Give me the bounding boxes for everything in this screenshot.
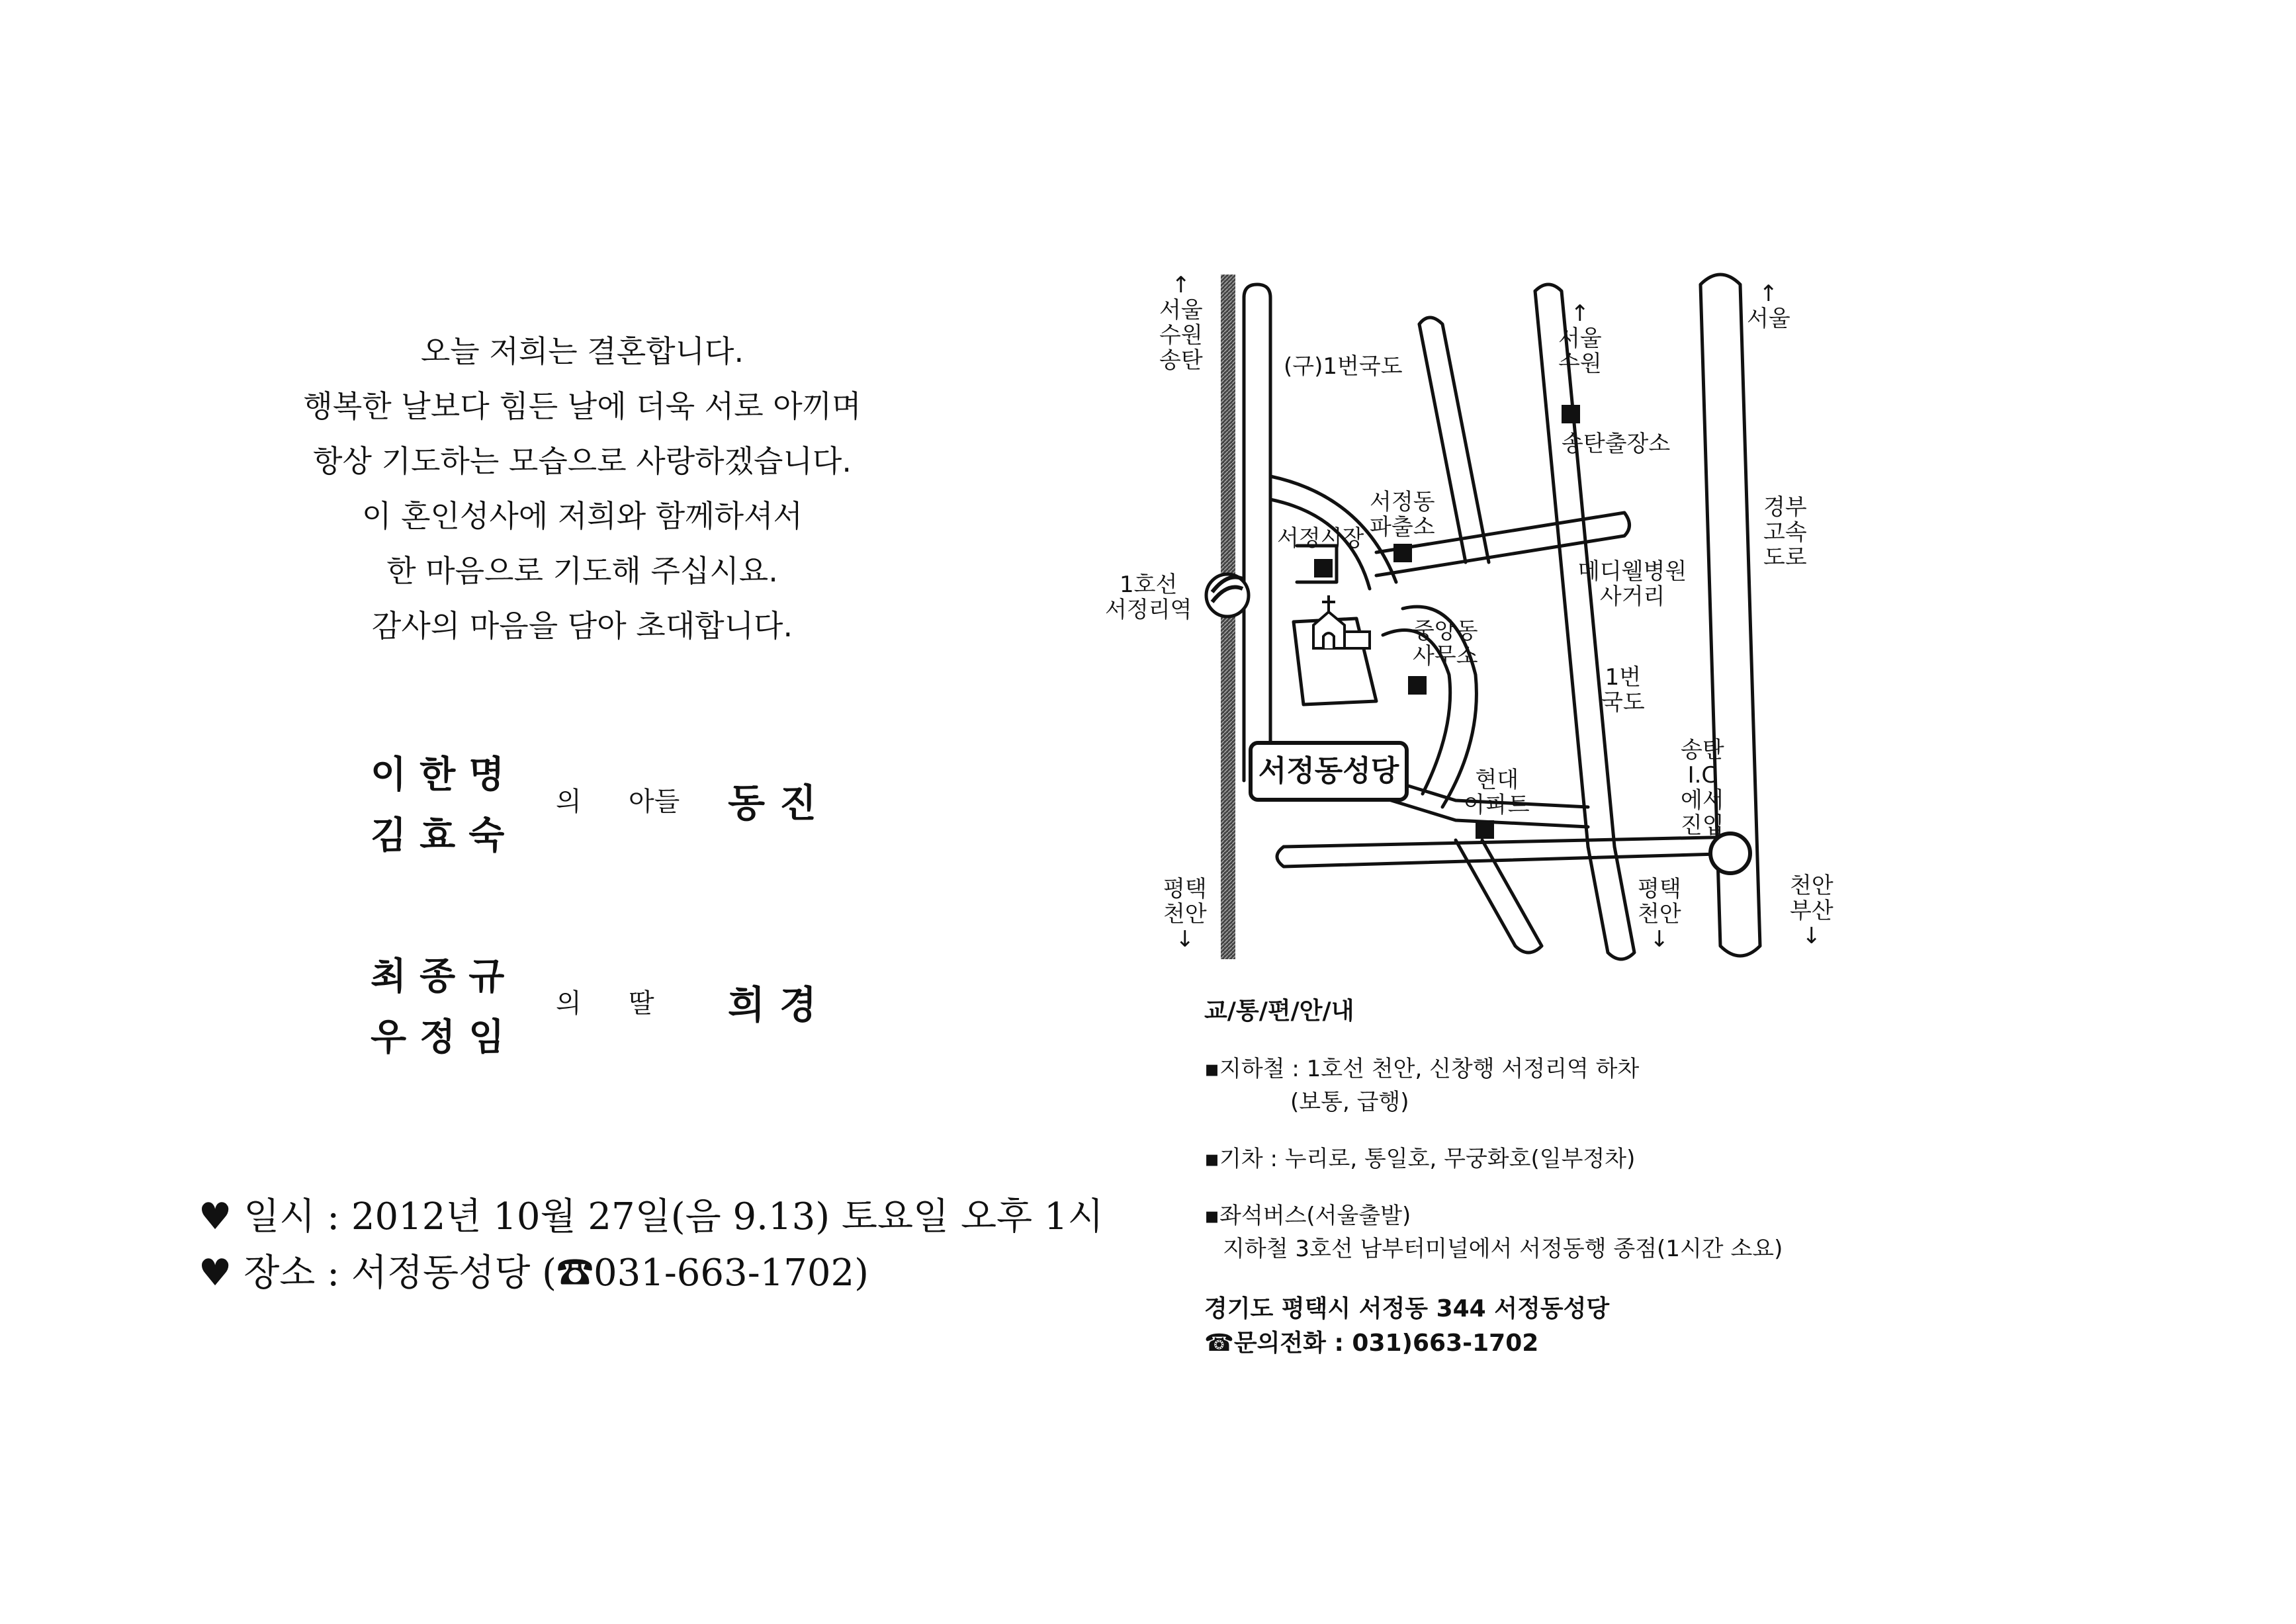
bride-parents — [371, 946, 517, 1068]
transport-info — [1204, 992, 1866, 1361]
intro-line: 이 혼인성사에 저희와 함께하셔서 — [362, 498, 803, 534]
event-place — [199, 1244, 869, 1297]
road — [1244, 284, 1270, 741]
bride-relation: 의 — [556, 988, 582, 1019]
groom-family — [371, 744, 900, 870]
train-line: ▪기차 : 누리로, 통일호, 무궁화호(일부정차) — [1204, 1146, 1636, 1172]
event-date — [199, 1187, 1104, 1240]
intro-message — [251, 324, 913, 654]
label-cheonan-busan: 천안 부산 ↓ — [1790, 873, 1833, 949]
intro-line: 행복한 날보다 힘든 날에 더욱 서로 아끼며 — [303, 388, 861, 424]
groom-parents — [371, 744, 517, 866]
bride-name: 희경 — [728, 982, 832, 1027]
road — [1588, 847, 1634, 959]
groom-mother: 김효숙 — [371, 814, 518, 857]
church-label: 서정동성당 — [1249, 741, 1409, 802]
police-marker — [1562, 405, 1580, 423]
groom-role: 아들 — [629, 787, 680, 817]
label-mediwell: 메디웰병원 사거리 — [1578, 558, 1687, 610]
transport-title: 교/통/편/안/내 — [1204, 998, 1354, 1025]
ic-circle — [1710, 833, 1750, 873]
place-line: 장소 : 서정동성당 (☎031-663-1702) — [243, 1252, 869, 1295]
road — [1277, 847, 1740, 867]
church-icon — [1313, 595, 1370, 648]
groom-name: 동진 — [728, 781, 832, 826]
train-info — [1204, 1142, 1866, 1175]
intro-line: 항상 기도하는 모습으로 사랑하겠습니다. — [313, 443, 852, 479]
bus-note: 지하철 3호선 남부터미널에서 서정동행 종점(1시간 소요) — [1223, 1236, 1783, 1262]
groom-relation: 의 — [556, 787, 582, 817]
intro-line: 감사의 마음을 담아 초대합니다. — [371, 608, 793, 644]
location-map — [1085, 265, 1839, 979]
label-songtan-ic: 송탄 I.C 에서 진입 — [1681, 737, 1724, 839]
label-jungang-office: 중앙동 사무소 — [1413, 618, 1478, 669]
bus-line: ▪좌석버스(서울출발) — [1204, 1203, 1411, 1229]
address-block — [1204, 1292, 1866, 1361]
label-gyeongbu: 경부 고속 도로 — [1763, 494, 1807, 571]
label-old-route1: (구)1번국도 — [1284, 353, 1403, 380]
police-marker — [1393, 544, 1412, 562]
intro-line: 한 마음으로 기도해 주십시요. — [386, 553, 778, 589]
heart-icon: ♥ — [199, 1195, 232, 1238]
subway-note: (보통, 급행) — [1290, 1089, 1409, 1115]
subway-line: ▪지하철 : 1호선 천안, 신창행 서정리역 하차 — [1204, 1056, 1640, 1082]
bride-role: 딸 — [629, 988, 654, 1019]
label-seojeong-police: 서정동 파출소 — [1370, 489, 1435, 540]
label-seoul-suwon: ↑ 서울 수원 — [1558, 300, 1602, 377]
groom-father: 이한명 — [371, 753, 518, 796]
label-seoul-suwon-songtan: ↑ 서울 수원 송탄 — [1159, 272, 1203, 374]
bus-info — [1204, 1199, 1866, 1265]
heart-icon: ♥ — [199, 1252, 232, 1295]
road — [1456, 840, 1542, 953]
label-seojeong-market: 서정시장 — [1277, 525, 1364, 552]
label-pyeongtaek-left: 평택 천안 ↓ — [1163, 876, 1207, 953]
bride-father: 최종규 — [371, 955, 518, 998]
market-marker — [1314, 559, 1333, 577]
label-songtan-police: 송탄출장소 — [1562, 431, 1671, 457]
bride-mother: 우정임 — [371, 1015, 518, 1059]
label-pyeongtaek-mid: 평택 천안 ↓ — [1638, 876, 1681, 953]
date-line: 일시 : 2012년 10월 27일(음 9.13) 토요일 오후 1시 — [243, 1195, 1104, 1238]
apartment-marker — [1476, 820, 1494, 839]
subway-info — [1204, 1052, 1866, 1119]
label-line1-station: 1호선 서정리역 — [1105, 572, 1192, 623]
label-seoul-right: ↑ 서울 — [1747, 280, 1790, 332]
bride-family — [371, 946, 900, 1072]
road — [1284, 837, 1740, 847]
address: 경기도 평택시 서정동 344 서정동성당 — [1204, 1295, 1610, 1322]
label-route1: 1번 국도 — [1601, 664, 1645, 716]
phone: ☎문의전화 : 031)663-1702 — [1204, 1330, 1539, 1357]
intro-line: 오늘 저희는 결혼합니다. — [420, 333, 744, 369]
label-hyundai-apt: 현대 아파트 — [1464, 767, 1530, 818]
office-marker — [1408, 676, 1427, 695]
